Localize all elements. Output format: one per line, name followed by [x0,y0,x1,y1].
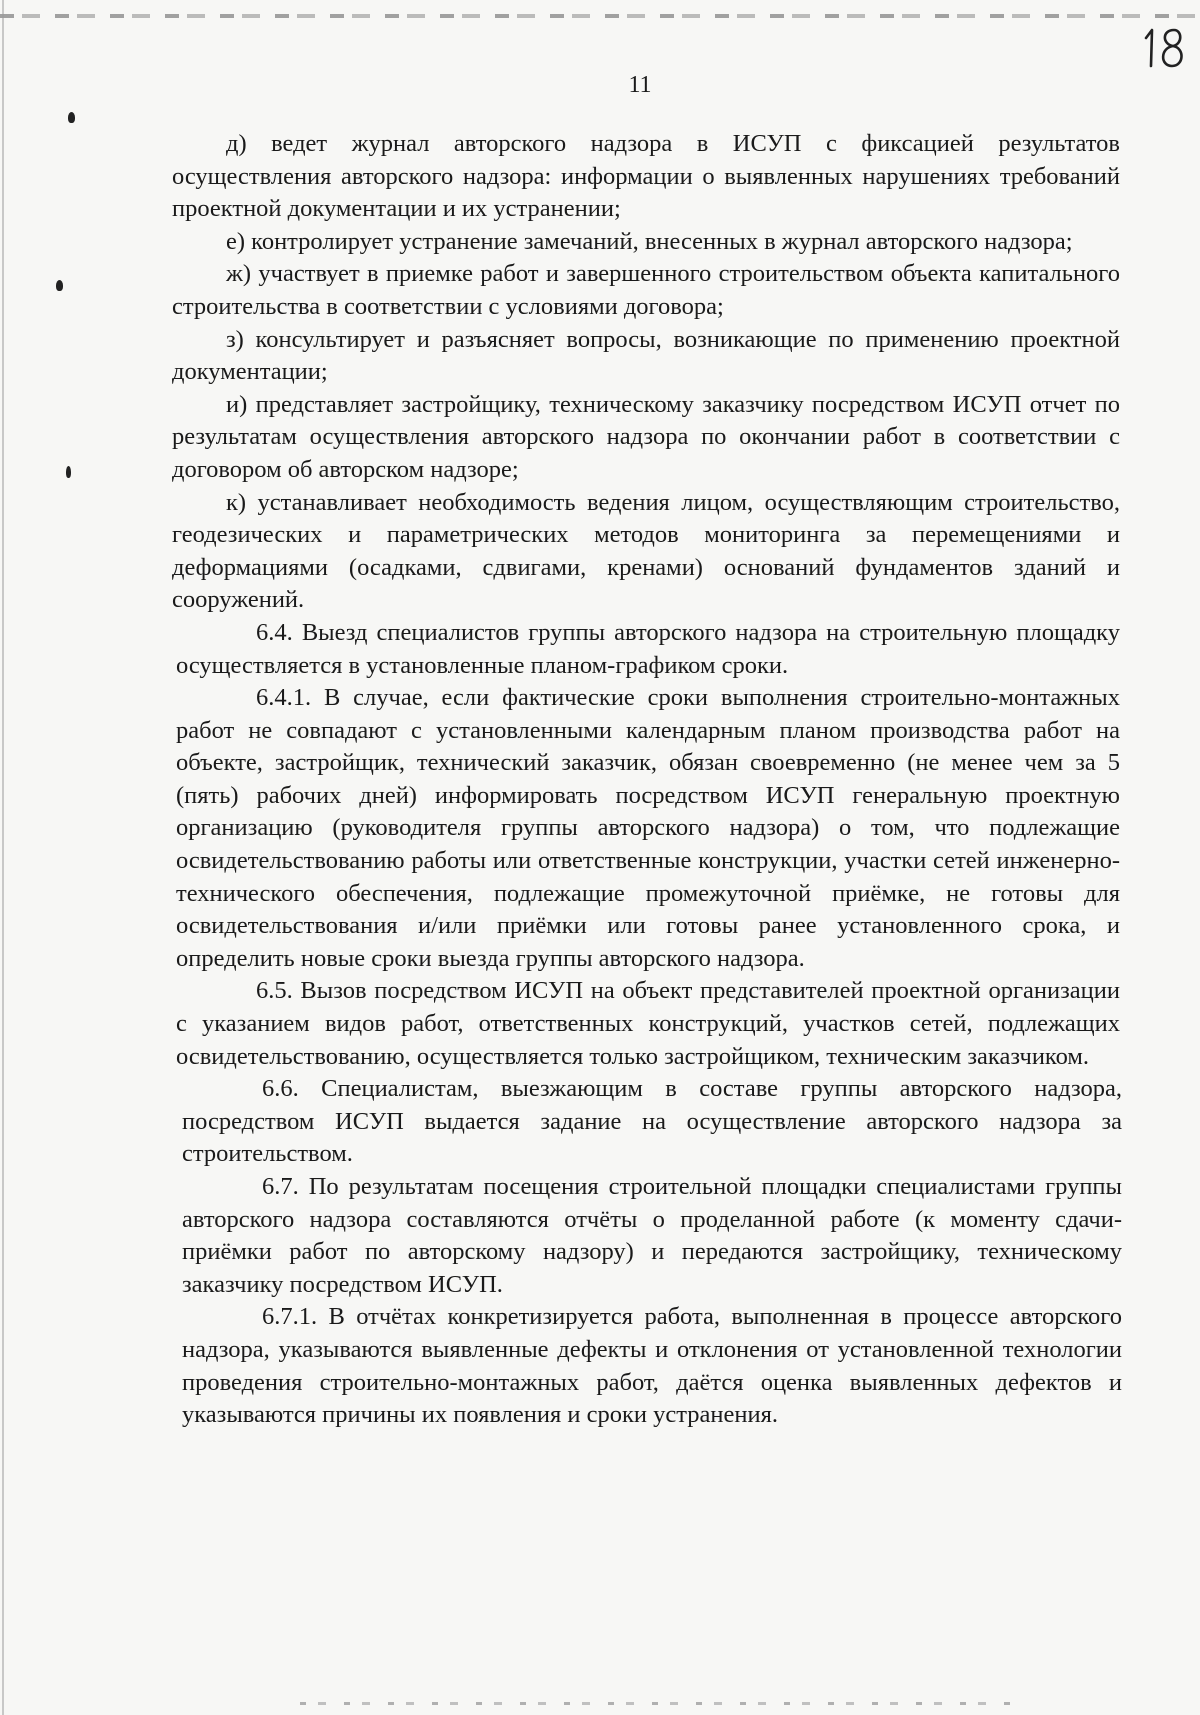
paragraph-item-zh: ж) участвует в приемке работ и завершенного строительством объекта капитального строительства в соответствии с условиями договора; [172,260,1120,320]
paragraph-6-5: 6.5. Вызов посредством ИСУП на объект представителей проектной организации с указанием видов работ, ответственных конструкций, участков сетей, подлежащих освидетельствованию, осуществляется только застройщиком, техническим заказчиком. [176,977,1120,1070]
paragraph-item-k: к) устанавливает необходимость ведения лицом, осуществляющим строительство, геодезических и параметрических методов мониторинга за перемещениями и деформациями (осадками, сдвигами, кренами) оснований фундаментов зданий и сооружений. [172,488,1120,614]
paragraph-item-i: и) представляет застройщику, техническому заказчику посредством ИСУП отчет по результатам осуществления авторского надзора по окончании работ в соответствии с договором об авторском надзоре; [172,390,1120,483]
scan-bottom-edge [300,1702,1020,1705]
paragraph-6-7: 6.7. По результатам посещения строительной площадки специалистами группы авторского надзора составляются отчёты о проделанной работе (к моменту сдачи-приёмки работ по авторскому надзору) и передаются застройщику, техническому заказчику посредством ИСУП. [182,1173,1122,1298]
paragraph-item-z: з) консультирует и разъясняет вопросы, возникающие по применению проектной документации; [172,325,1120,386]
paragraph-6-7-1: 6.7.1. В отчётах конкретизируется работа, выполненная в процессе авторского надзора, указываются выявленные дефекты и отклонения от установленной технологии проведения строительно-монтажных работ, даётся оценка выявленных дефектов и указываются причины их появления и сроки устранения. [182,1303,1122,1429]
paragraph-item-d: д) ведет журнал авторского надзора в ИСУП с фиксацией результатов осуществления авторского надзора: информации о выявленных нарушениях требований проектной документации и их устранении; [172,130,1120,223]
handwritten-sheet-number [1140,24,1190,70]
scan-top-edge [0,14,1200,18]
paragraph-6-4-1: 6.4.1. В случае, если фактические сроки выполнения строительно-монтажных работ не совпадают с установленными календарным планом производства работ на объекте, застройщик, технический заказчик, обязан своевременно (не менее чем за 5 (пять) рабочих дней) информировать посредством ИСУП генеральную проектную организацию (руководителя группы авторского надзора) о том, что подлежащие освидетельствованию работы или ответственные конструкции, участки сетей инженерно-технического обеспечения, подлежащие промежуточной приёмке, не готовы для освидетельствования и/или приёмки или готовы ранее установленного срока, и определить новые сроки выезда группы авторского надзора. [176,684,1120,972]
scan-left-edge [2,0,4,1715]
paragraph-6-6: 6.6. Специалистам, выезжающим в составе группы авторского надзора, посредством ИСУП выдается задание на осуществление авторского надзора за строительством. [182,1075,1122,1168]
punch-hole-mark [56,280,63,291]
paragraph-item-e: е) контролирует устранение замечаний, внесенных в журнал авторского надзора; [226,227,1073,255]
document-body [172,128,1120,1432]
page-number: 11 [628,72,652,98]
punch-hole-mark [66,466,71,478]
paragraph-6-4: 6.4. Выезд специалистов группы авторского надзора на строительную площадку осуществляется в установленные планом-графиком сроки. [176,618,1120,679]
punch-hole-mark [68,112,75,123]
